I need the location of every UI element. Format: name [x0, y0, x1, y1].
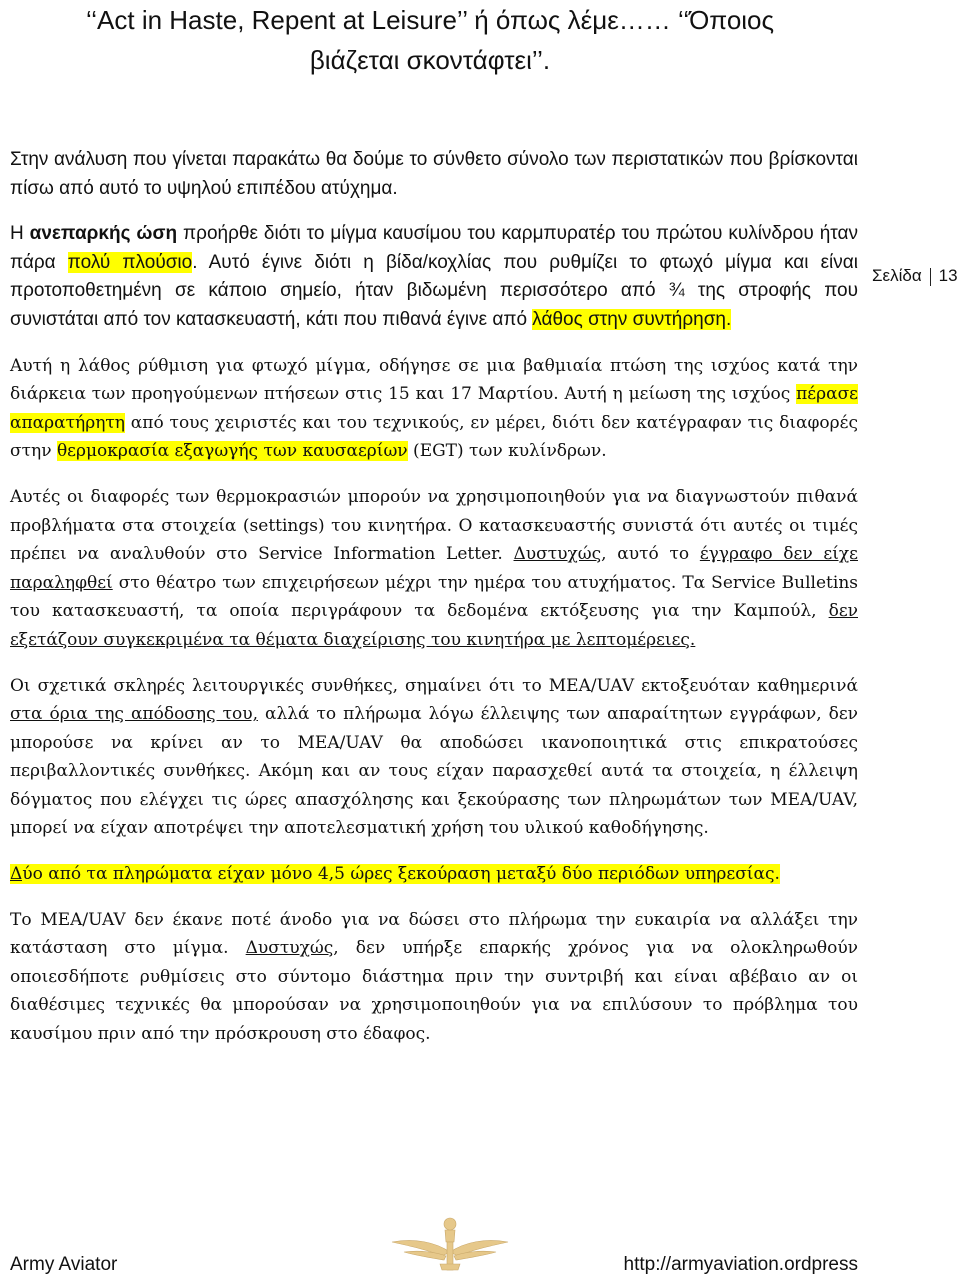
text-span: Το MEA/UAV δεν έκανε ποτέ άνοδο για να δώσει στο πλήρωμα την ευκαιρία να αλλάξει την κατάσταση στο μίγμα.	[10, 909, 858, 959]
underlined-text: Δυστυχώς	[513, 544, 602, 565]
text-span: Αυτή η λάθος ρύθμιση για φτωχό μίγμα, οδήγησε σε μια βαθμιαία πτώση της ισχύος κατά την διάρκεια των προηγούμενων πτήσεων στις 15 και 17 Μαρτίου. Αυτή η μείωση της ισχύος	[10, 355, 858, 405]
highlighted-text: θερμοκρασία εξαγωγής των καυσαερίων	[56, 441, 408, 462]
header-title-line-2: βιάζεται σκοντάφτει’’.	[309, 45, 551, 75]
text-span: Η	[10, 223, 30, 245]
paragraph-operating-conditions	[10, 672, 858, 844]
footer-left-text: Army Aviator	[10, 1254, 118, 1275]
header-title-line-1: ‘‘Act in Haste, Repent at Leisure’’ ή όπως λέμε…… ‘‘Όποιος	[85, 5, 775, 35]
bold-term: ανεπαρκής ώση	[29, 223, 178, 245]
page-separator	[930, 268, 931, 286]
text-span: Οι σχετικά σκληρές λειτουργικές συνθήκες, σημαίνει ότι το MEA/UAV εκτοξευόταν καθημερινά	[10, 675, 858, 696]
highlighted-text: πολύ πλούσιο	[67, 251, 193, 273]
paragraph-temperature-differences	[10, 483, 858, 655]
underlined-text: στα όρια της απόδοσης του,	[10, 704, 258, 725]
underlined-text: δεν εξετάζουν συγκεκριμένα τα θέματα διαχείρισης του κινητήρα με λεπτομέρειες.	[10, 601, 858, 650]
text-span: από τους χειριστές και του τεχνικούς, εν μέρει, διότι δεν κατέγραφαν τις διαφορές στην	[10, 412, 858, 462]
paragraph-intro	[10, 146, 858, 203]
text-span: προήρθε διότι το μίγμα καυσίμου του καρμπυρατέρ του πρώτου κυλίνδρου ήταν πάρα	[10, 223, 859, 273]
document-header	[0, 0, 860, 80]
page-label: Σελίδα	[872, 266, 922, 285]
highlighted-text: πέρασε απαρατήρητη	[10, 384, 858, 433]
text-span: , αυτό το	[601, 544, 700, 565]
document-footer	[0, 1212, 960, 1282]
army-aviation-wings-emblem-icon	[390, 1212, 510, 1272]
highlighted-text: ύο από τα πληρώματα είχαν μόνο 4,5 ώρες ξεκούραση μεταξύ δύο περιόδων υπηρεσίας.	[22, 864, 780, 885]
text-span: Αυτές οι διαφορές των θερμοκρασιών μπορούν να χρησιμοποιηθούν για να διαγνωστούν πιθανά προβλήματα στα στοιχεία (settings) του κινητήρα. Ο κατασκευαστής συνιστά ότι αυτές οι τιμές πρέπει να αναλυθούν στο Service Information Letter.	[10, 486, 858, 565]
page-number: 13	[938, 266, 958, 285]
underlined-text: Δυστυχώς	[245, 938, 334, 959]
text-span: αλλά το πλήρωμα λόγω έλλειψης των απαραίτητων εγγράφων, δεν μπορούσε να κρίνει αν το MEA/UAV θα αποδώσει ικανοποιητικά στις επικρατούσες περιβαλλοντικές συνθήκες. Ακόμη και αν τους είχαν παρασχεθεί αυτά τα στοιχεία, η έλλειψη δόγματος που ελέγχει τις ώρες απασχόλησης και ξεκούρασης των πληρωμάτων των MEA/UAV, μπορεί να είχαν αποτρέψει την αποτελεσματική χρήση του υλικού καθοδήγησης.	[10, 704, 858, 839]
underlined-text: έγγραφο δεν είχε παραληφθεί	[10, 544, 858, 593]
page-number-marker	[872, 266, 960, 286]
paragraph-crew-rest	[10, 860, 858, 889]
text-span: . Αυτό έγινε διότι η βίδα/κοχλίας που ρυθμίζει το φτωχό μίγμα και είναι προτοποθετημένη σε κάποιο σημείο, ήταν βιδωμένη περισσότερο από ¾ της στροφής που συνιστάται από τον κατασκευαστή, κάτι που πιθανά έγινε από	[10, 251, 858, 330]
paragraph-insufficient-thrust	[10, 220, 858, 334]
footer-url-text: http://armyaviation.ordpress	[623, 1254, 858, 1275]
text-span: , δεν υπήρξε επαρκής χρόνος για να ολοκληρωθούν οποιεσδήποτε ρυθμίσεις στο σύντομο διάστημα πριν την συντριβή και είναι αβέβαιο αν οι διαθέσιμες τεχνικές θα μπορούσαν να χρησιμοποιηθούν για να επιλύσουν το πρόβλημα του καυσίμου πριν από την πρόσκρουση στο έδαφος.	[10, 938, 858, 1045]
intro-text: Στην ανάλυση που γίνεται παρακάτω θα δούμε το σύνθετο σύνολο των περιστατικών που βρίσκονται πίσω από αυτό το υψηλού επιπέδου ατύχημα.	[10, 149, 858, 199]
highlighted-text: λάθος στην συντήρηση.	[532, 308, 732, 330]
paragraph-power-loss	[10, 352, 858, 466]
paragraph-mixture-adjustment	[10, 906, 858, 1049]
highlighted-underlined-text: Δ	[10, 864, 23, 885]
document-body	[10, 146, 858, 1066]
text-span: στο θέατρο των επιχειρήσεων μέχρι την ημέρα του ατυχήματος. Τα Service Bulletins του κατασκευαστή, τα οποία περιγράφουν τα δεδομένα εκτόξευσης για την Καμπούλ,	[10, 572, 858, 622]
text-span: (EGT) των κυλίνδρων.	[407, 441, 607, 462]
